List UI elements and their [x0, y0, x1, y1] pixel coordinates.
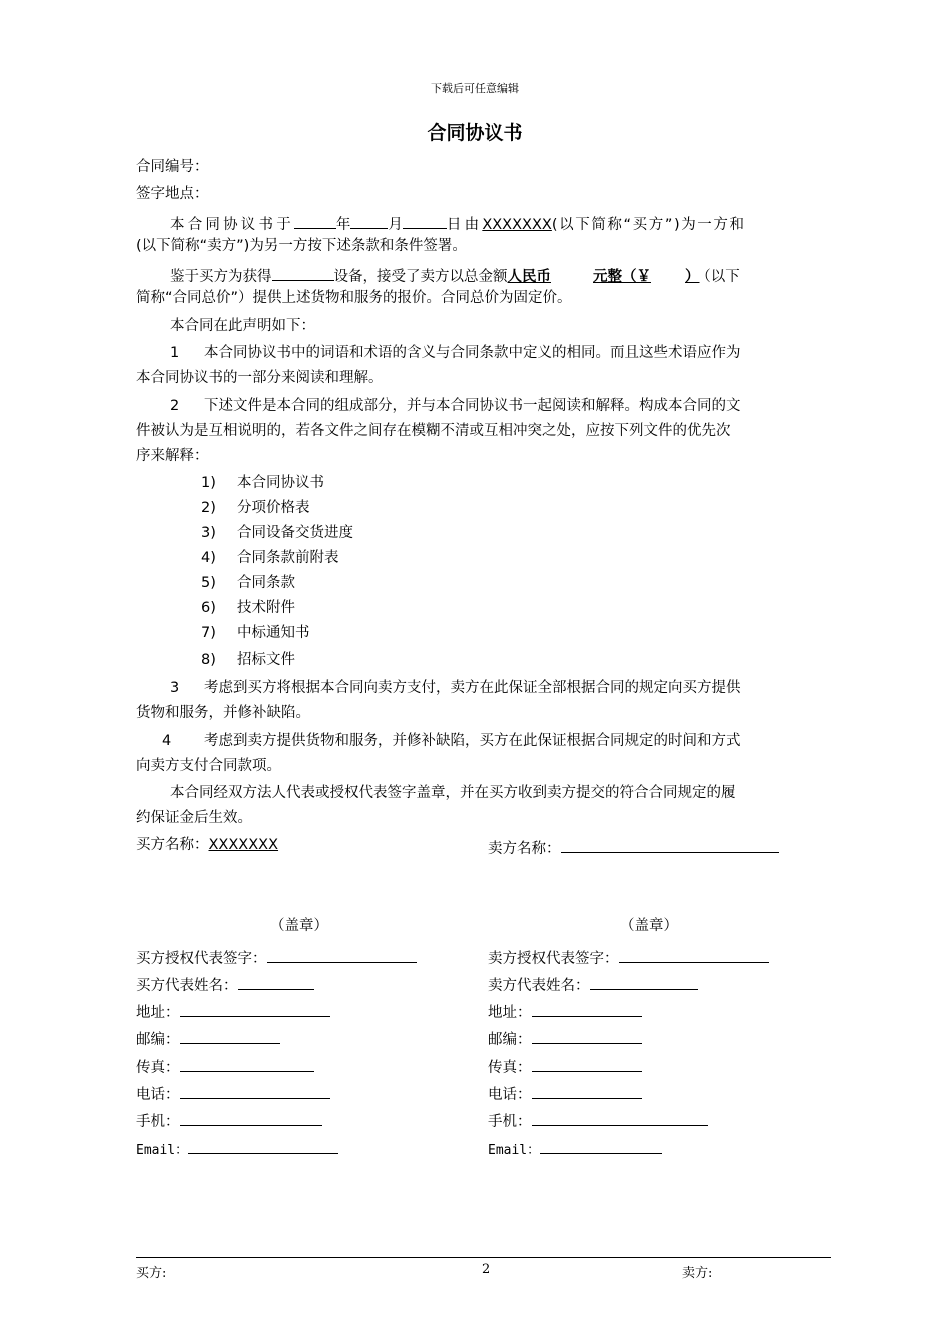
list-item-text: 合同条款前附表: [237, 550, 339, 566]
footer-divider: [136, 1257, 831, 1258]
footer-seller: 卖方:: [682, 1266, 713, 1281]
clause-4-line-2: 向卖方支付合同款项。: [136, 758, 281, 774]
buyer-postcode-blank[interactable]: [180, 1026, 280, 1044]
buyer-email-blank[interactable]: [188, 1136, 338, 1154]
list-item-text: 合同设备交货进度: [237, 525, 353, 541]
seller-fax-label: 传真：: [488, 1060, 532, 1076]
list-item-text: 技术附件: [237, 600, 295, 616]
seller-rep-name-blank[interactable]: [590, 972, 698, 990]
page-header-note: 下载后可任意编辑: [431, 82, 519, 95]
list-item-number: 6): [201, 600, 216, 616]
seller-phone-label: 电话：: [488, 1087, 532, 1103]
list-item-text: 中标通知书: [237, 625, 310, 641]
buyer-address-field: [136, 999, 330, 1023]
buyer-address-label: 地址：: [136, 1005, 180, 1021]
contract-number-label: 合同编号：: [136, 159, 209, 175]
footer-page-number: 2: [482, 1262, 491, 1277]
seller-rep-name-field: [488, 972, 698, 996]
list-item: [201, 623, 310, 643]
declare-line: 本合同在此声明如下：: [170, 318, 315, 334]
seller-address-field: [488, 999, 642, 1023]
seller-mobile-label: 手机：: [488, 1114, 532, 1130]
buyer-phone-label: 电话：: [136, 1087, 180, 1103]
list-item-text: 合同条款: [237, 575, 295, 591]
seller-name-blank[interactable]: [561, 835, 779, 853]
effect-line-2: 约保证金后生效。: [136, 810, 252, 826]
total-amount: [508, 269, 700, 285]
clause-1-line-2: 本合同协议书的一部分来阅读和理解。: [136, 370, 383, 386]
price-text-a: 鉴于买方为获得: [170, 269, 272, 285]
clause-3-line-2: 货物和服务，并修补缺陷。: [136, 705, 310, 721]
date-year-blank: [294, 211, 336, 229]
buyer-name-value: XXXXXXX: [208, 837, 279, 853]
buyer-email-field: [136, 1136, 338, 1161]
buyer-mobile-field: [136, 1108, 322, 1132]
seller-address-blank[interactable]: [532, 999, 642, 1017]
seller-signature-field: [488, 945, 769, 969]
seller-email-label: Email：: [488, 1143, 541, 1158]
seller-postcode-field: [488, 1026, 642, 1050]
buyer-phone-blank[interactable]: [180, 1081, 330, 1099]
footer-buyer: 买方:: [136, 1266, 167, 1281]
buyer-name-row: [136, 835, 278, 855]
list-item-number: 7): [201, 625, 216, 641]
price-line-2: 简称“合同总价”）提供上述货物和服务的报价。合同总价为固定价。: [136, 290, 572, 306]
clause-2-line-2: 件被认为是互相说明的，若各文件之间存在模糊不清或互相冲突之处，应按下列文件的优先次: [136, 423, 731, 439]
seller-phone-field: [488, 1081, 642, 1105]
buyer-signature-blank[interactable]: [267, 945, 417, 963]
date-day-blank: [403, 211, 447, 229]
list-item-text: 分项价格表: [237, 500, 310, 516]
price-text-b: 设备，接受了卖方以总金额: [333, 269, 508, 285]
list-item-text: 招标文件: [237, 652, 295, 668]
buyer-rep-name-field: [136, 972, 314, 996]
seller-address-label: 地址：: [488, 1005, 532, 1021]
seller-postcode-label: 邮编：: [488, 1032, 532, 1048]
seller-mobile-blank[interactable]: [532, 1108, 708, 1126]
buyer-fax-label: 传真：: [136, 1060, 180, 1076]
buyer-fax-field: [136, 1054, 314, 1078]
buyer-name-label: 买方名称：: [136, 837, 209, 853]
clause-3-line-1: [170, 678, 741, 698]
list-item: [201, 598, 295, 618]
list-item: [201, 473, 324, 493]
seller-phone-blank[interactable]: [532, 1081, 642, 1099]
buyer-mobile-blank[interactable]: [180, 1108, 322, 1126]
price-line-1: [170, 263, 740, 287]
price-text-c: （以下: [703, 269, 740, 285]
list-item-text: 本合同协议书: [237, 475, 324, 491]
list-item-number: 5): [201, 575, 216, 591]
buyer-fax-blank[interactable]: [180, 1054, 314, 1072]
amount-yuan: 元整（￥: [593, 269, 651, 285]
intro-day-by: 日由: [446, 217, 483, 233]
buyer-postcode-field: [136, 1026, 280, 1050]
buyer-address-blank[interactable]: [180, 999, 330, 1017]
list-item: [201, 523, 353, 543]
list-item: [201, 548, 339, 568]
list-item-number: 2): [201, 500, 216, 516]
document-title: 合同协议书: [427, 122, 523, 144]
seller-postcode-blank[interactable]: [532, 1026, 642, 1044]
buyer-mobile-label: 手机：: [136, 1114, 180, 1130]
clause-2-line-1: [170, 396, 741, 416]
intro-buyer-name: XXXXXXX: [482, 217, 552, 233]
seller-email-blank[interactable]: [540, 1136, 662, 1154]
amount-rmb: 人民币: [507, 269, 551, 285]
seller-email-field: [488, 1136, 662, 1161]
buyer-postcode-label: 邮编：: [136, 1032, 180, 1048]
buyer-rep-name-blank[interactable]: [238, 972, 314, 990]
list-item-number: 8): [201, 652, 216, 668]
buyer-seal-label: （盖章）: [270, 918, 328, 934]
seller-seal-label: （盖章）: [620, 918, 678, 934]
clause-4-text: 考虑到卖方提供货物和服务，并修补缺陷，买方在此保证根据合同规定的时间和方式: [204, 733, 741, 749]
seller-fax-field: [488, 1054, 642, 1078]
list-item: [201, 573, 295, 593]
effect-line-1: 本合同经双方法人代表或授权代表签字盖章，并在买方收到卖方提交的符合合同规定的履: [170, 785, 736, 801]
buyer-rep-name-label: 买方代表姓名：: [136, 978, 238, 994]
list-item: [201, 650, 295, 670]
seller-signature-blank[interactable]: [619, 945, 769, 963]
clause-2-line-3: 序来解释：: [136, 448, 209, 464]
clause-1-line-1: [170, 343, 741, 363]
list-item-number: 3): [201, 525, 216, 541]
seller-name-row: [488, 835, 779, 859]
seller-rep-name-label: 卖方代表姓名：: [488, 978, 590, 994]
clause-3-number: 3: [170, 680, 180, 696]
clause-1-text: 本合同协议书中的词语和术语的含义与合同条款中定义的相同。而且这些术语应作为: [204, 345, 741, 361]
date-month-blank: [350, 211, 388, 229]
buyer-signature-field: [136, 945, 417, 969]
list-item: [201, 498, 310, 518]
list-item-number: 1): [201, 475, 216, 491]
intro-text-a: 本合同协议书于: [170, 217, 294, 233]
sign-place-label: 签字地点：: [136, 186, 209, 202]
intro-month: 月: [388, 217, 403, 233]
intro-line-1: [170, 211, 746, 235]
amount-close: ）: [685, 269, 700, 285]
seller-mobile-field: [488, 1108, 708, 1132]
buyer-email-label: Email：: [136, 1143, 189, 1158]
intro-text-b: (以下简称“买方”)为一方和: [551, 217, 746, 233]
seller-name-label: 卖方名称：: [488, 841, 561, 857]
buyer-signature-label: 买方授权代表签字：: [136, 951, 267, 967]
clause-3-text: 考虑到买方将根据本合同向卖方支付，卖方在此保证全部根据合同的规定向买方提供: [204, 680, 741, 696]
intro-line-2: (以下简称“卖方”)为另一方按下述条款和条件签署。: [136, 238, 467, 254]
clause-2-number: 2: [170, 398, 180, 414]
list-item-number: 4): [201, 550, 216, 566]
intro-year: 年: [335, 217, 351, 233]
seller-signature-label: 卖方授权代表签字：: [488, 951, 619, 967]
equipment-blank: [272, 263, 334, 281]
clause-1-number: 1: [170, 345, 180, 361]
clause-2-text: 下述文件是本合同的组成部分，并与本合同协议书一起阅读和解释。构成本合同的文: [204, 398, 741, 414]
clause-4-number: 4: [162, 733, 172, 749]
buyer-phone-field: [136, 1081, 330, 1105]
seller-fax-blank[interactable]: [532, 1054, 642, 1072]
clause-4-line-1: [162, 731, 741, 751]
